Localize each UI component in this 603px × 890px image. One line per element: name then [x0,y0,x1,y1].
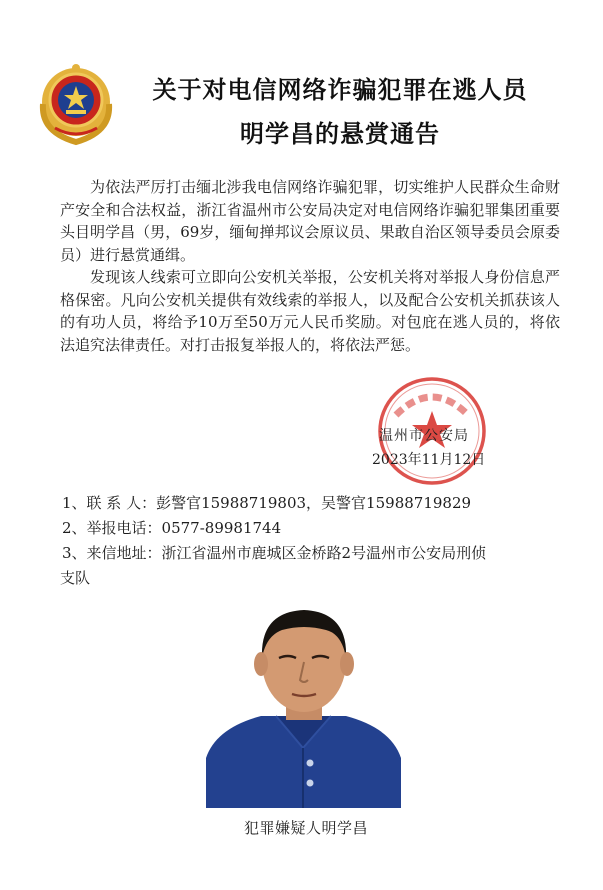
notice-title-line1: 关于对电信网络诈骗犯罪在逃人员 [152,75,528,104]
photo-caption: 犯罪嫌疑人明学昌 [243,819,368,837]
police-emblem-icon [33,62,119,148]
contact-persons: 1、联 系 人：彭警官15988719803，吴警官15988719829 [62,494,472,512]
mailing-address-cont: 支队 [60,569,91,587]
notice-paragraph-2: 发现该人线索可立即向公安机关举报，公安机关将对举报人身份信息严格保密。凡向公安机关提供有效线索的举报人，以及配合公安机关抓获该人的有功人员，将给予10万至50万元人民币奖励。对包庇在逃人员的，将依法追究法律责任。对打击报复举报人的，将依法严惩。 [60,268,560,354]
issuer-name: 温州市公安局 [379,428,469,444]
notice-title-line2: 明学昌的悬赏通告 [240,119,440,148]
issue-date: 2023年11月12日 [372,452,486,468]
report-hotline: 2、举报电话：0577-89981744 [62,519,282,537]
notice-paragraph-1: 为依法严厉打击缅北涉我电信网络诈骗犯罪，切实维护人民群众生命财产安全和合法权益，浙江省温州市公安局决定对电信网络诈骗犯罪集团重要头目明学昌（男，69岁，缅甸掸邦议会原议员、果敢自治区领导委员会原委员）进行悬赏通缉。 [60,178,560,264]
suspect-photo [206,598,401,808]
mailing-address: 3、来信地址：浙江省温州市鹿城区金桥路2号温州市公安局刑侦 [62,544,487,562]
